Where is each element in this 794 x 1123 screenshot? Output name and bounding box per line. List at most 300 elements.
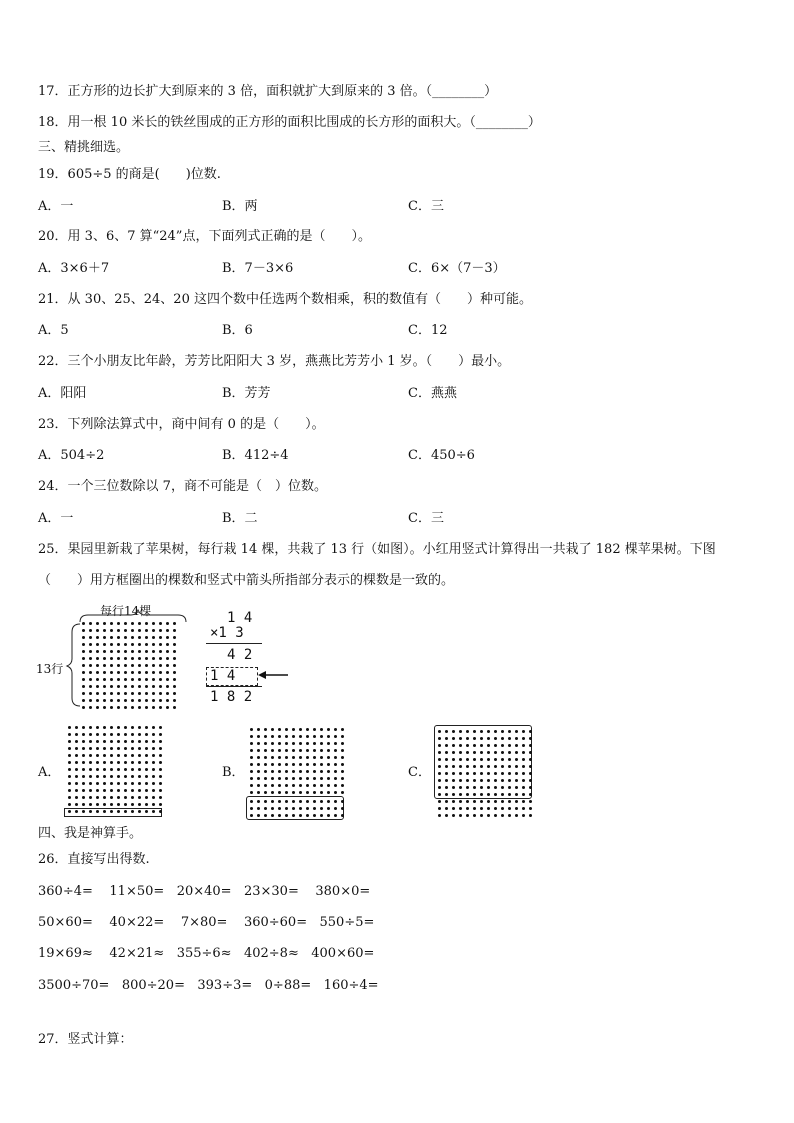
- tree-dot: [96, 678, 99, 681]
- tree-dot: [131, 671, 134, 674]
- q19-option-b: B．两: [222, 199, 258, 214]
- tree-dot: [334, 742, 337, 745]
- tree-dot: [89, 671, 92, 674]
- tree-dot: [341, 749, 344, 752]
- tree-dot: [159, 761, 162, 764]
- tree-dot: [75, 761, 78, 764]
- calc-item: 3500÷70=: [38, 978, 110, 993]
- tree-dot: [285, 742, 288, 745]
- q25-option-a: A．: [38, 765, 61, 780]
- tree-dot: [250, 735, 253, 738]
- tree-dot: [480, 751, 483, 754]
- tree-dot: [82, 768, 85, 771]
- tree-dot: [494, 814, 497, 817]
- calc-item: 40×22=: [109, 915, 165, 930]
- tree-dot: [159, 810, 162, 813]
- tree-dot: [110, 685, 113, 688]
- tree-dot: [334, 749, 337, 752]
- tree-dot: [166, 636, 169, 639]
- tree-dot: [257, 807, 260, 810]
- tree-dot: [285, 791, 288, 794]
- tree-dot: [250, 770, 253, 773]
- tree-dot: [299, 814, 302, 817]
- option-b-boxed-rows: [250, 800, 344, 817]
- tree-dot: [250, 814, 253, 817]
- tree-dot: [173, 706, 176, 709]
- tree-dot: [466, 765, 469, 768]
- tree-dot: [278, 756, 281, 759]
- tree-dot: [173, 685, 176, 688]
- tree-dot: [494, 737, 497, 740]
- tree-dot: [487, 765, 490, 768]
- tree-dot: [89, 810, 92, 813]
- tree-dot: [327, 791, 330, 794]
- tree-dot: [117, 803, 120, 806]
- tree-dot: [152, 768, 155, 771]
- vm-row5: 1 8 2: [210, 689, 253, 705]
- tree-dot: [271, 728, 274, 731]
- tree-dot: [250, 800, 253, 803]
- tree-dot: [327, 749, 330, 752]
- q23-option-c: C．450÷6: [408, 448, 475, 463]
- tree-dot: [508, 744, 511, 747]
- tree-dot: [145, 699, 148, 702]
- tree-dot: [173, 636, 176, 639]
- calc-item: 50×60=: [38, 915, 93, 930]
- tree-dot: [124, 740, 127, 743]
- tree-dot: [459, 779, 462, 782]
- tree-dot: [117, 664, 120, 667]
- tree-dot: [159, 768, 162, 771]
- tree-dot: [131, 789, 134, 792]
- tree-dot: [438, 779, 441, 782]
- tree-dot: [131, 643, 134, 646]
- tree-dot: [466, 737, 469, 740]
- tree-dot: [110, 789, 113, 792]
- tree-dot: [487, 751, 490, 754]
- tree-dot: [110, 796, 113, 799]
- tree-dot: [292, 777, 295, 780]
- tree-dot: [96, 629, 99, 632]
- tree-dot: [138, 740, 141, 743]
- tree-dot: [103, 754, 106, 757]
- tree-dot: [68, 789, 71, 792]
- tree-dot: [110, 671, 113, 674]
- tree-dot: [501, 758, 504, 761]
- calc-item: 11×50=: [109, 884, 165, 899]
- tree-dot: [452, 765, 455, 768]
- tree-dot: [529, 758, 532, 761]
- tree-dot: [89, 740, 92, 743]
- tree-dot: [257, 763, 260, 766]
- tree-dot: [68, 803, 71, 806]
- tree-dot: [166, 622, 169, 625]
- tree-dot: [110, 699, 113, 702]
- tree-dot: [313, 807, 316, 810]
- tree-dot: [257, 728, 260, 731]
- tree-dot: [159, 754, 162, 757]
- tree-dot: [138, 678, 141, 681]
- tree-dot: [117, 657, 120, 660]
- option-a-figure: [62, 722, 162, 822]
- tree-dot: [152, 810, 155, 813]
- tree-dot: [459, 758, 462, 761]
- tree-dot: [145, 754, 148, 757]
- tree-dot: [117, 671, 120, 674]
- calc-item: 550÷5=: [319, 915, 375, 930]
- tree-dot: [501, 786, 504, 789]
- tree-dot: [334, 807, 337, 810]
- tree-dot: [522, 758, 525, 761]
- tree-dot: [96, 754, 99, 757]
- tree-dot: [75, 789, 78, 792]
- tree-dot: [103, 636, 106, 639]
- tree-dot: [89, 643, 92, 646]
- tree-dot: [110, 740, 113, 743]
- tree-dot: [515, 744, 518, 747]
- tree-dot: [508, 800, 511, 803]
- vm-line2: [206, 686, 262, 687]
- tree-dot: [341, 763, 344, 766]
- tree-dot: [529, 800, 532, 803]
- tree-dot: [445, 814, 448, 817]
- tree-dot: [445, 744, 448, 747]
- tree-dot: [285, 735, 288, 738]
- tree-dot: [466, 772, 469, 775]
- tree-dot: [138, 747, 141, 750]
- tree-dot: [138, 733, 141, 736]
- tree-dot: [68, 782, 71, 785]
- tree-dot: [487, 800, 490, 803]
- tree-dot: [257, 749, 260, 752]
- tree-dot: [327, 742, 330, 745]
- tree-dot: [103, 692, 106, 695]
- tree-dot: [82, 733, 85, 736]
- q19-option-c: C．三: [408, 199, 444, 214]
- tree-dot: [292, 814, 295, 817]
- tree-dot: [117, 768, 120, 771]
- tree-dot: [257, 735, 260, 738]
- tree-dot: [131, 754, 134, 757]
- tree-dot: [306, 756, 309, 759]
- q20-option-a: A．3×6＋7: [38, 261, 110, 276]
- tree-dot: [96, 789, 99, 792]
- tree-dot: [75, 803, 78, 806]
- tree-dot: [131, 650, 134, 653]
- tree-dot: [124, 761, 127, 764]
- tree-dot: [138, 768, 141, 771]
- tree-dot: [285, 807, 288, 810]
- calc-item: 393÷3=: [197, 978, 253, 993]
- tree-dot: [159, 803, 162, 806]
- tree-dot: [327, 784, 330, 787]
- tree-dot: [89, 706, 92, 709]
- tree-dot: [68, 768, 71, 771]
- tree-dot: [334, 763, 337, 766]
- tree-dot: [285, 770, 288, 773]
- tree-dot: [313, 749, 316, 752]
- tree-dot: [480, 737, 483, 740]
- tree-dot: [103, 643, 106, 646]
- tree-dot: [522, 786, 525, 789]
- tree-dot: [124, 643, 127, 646]
- tree-dot: [299, 735, 302, 738]
- tree-dot: [117, 685, 120, 688]
- question-26: 26．直接写出得数.: [38, 852, 150, 867]
- tree-dot: [68, 796, 71, 799]
- tree-dot: [131, 692, 134, 695]
- tree-dot: [285, 756, 288, 759]
- tree-dot: [138, 650, 141, 653]
- section-3-heading: 三、精挑细选。: [38, 140, 130, 155]
- tree-dot: [299, 777, 302, 780]
- tree-dot: [292, 791, 295, 794]
- tree-dot: [285, 784, 288, 787]
- tree-dot: [278, 770, 281, 773]
- tree-dot: [459, 800, 462, 803]
- vm-row3: 4 2: [227, 647, 253, 663]
- tree-dot: [257, 770, 260, 773]
- tree-dot: [508, 737, 511, 740]
- tree-dot: [96, 657, 99, 660]
- tree-dot: [508, 807, 511, 810]
- tree-dot: [292, 784, 295, 787]
- tree-dot: [75, 726, 78, 729]
- tree-dot: [292, 749, 295, 752]
- tree-dot: [117, 761, 120, 764]
- tree-dot: [292, 800, 295, 803]
- tree-dot: [173, 657, 176, 660]
- tree-dot: [487, 807, 490, 810]
- tree-dot: [264, 814, 267, 817]
- tree-dot: [473, 786, 476, 789]
- tree-dot: [334, 735, 337, 738]
- tree-dot: [82, 671, 85, 674]
- tree-dot: [459, 730, 462, 733]
- tree-dot: [334, 756, 337, 759]
- tree-dot: [515, 807, 518, 810]
- tree-dot: [278, 814, 281, 817]
- question-19: 19．605÷5 的商是( )位数.: [38, 167, 221, 182]
- tree-dot: [264, 807, 267, 810]
- tree-dot: [327, 777, 330, 780]
- tree-dot: [341, 770, 344, 773]
- tree-dot: [96, 775, 99, 778]
- tree-dot: [159, 671, 162, 674]
- tree-dot: [452, 737, 455, 740]
- tree-dot: [278, 735, 281, 738]
- tree-dot: [103, 789, 106, 792]
- tree-dot: [487, 730, 490, 733]
- tree-dot: [75, 740, 78, 743]
- tree-dot: [522, 744, 525, 747]
- option-b-figure: [244, 726, 348, 822]
- question-25-line1: 25．果园里新栽了苹果树，每行栽 14 棵，共栽了 13 行（如图）。小红用竖式计算得出一共栽了 182 棵苹果树。下图: [38, 542, 716, 557]
- option-b-dot-grid: [250, 728, 344, 794]
- tree-dot: [110, 726, 113, 729]
- tree-dot: [117, 810, 120, 813]
- tree-dot: [480, 807, 483, 810]
- tree-dot: [299, 756, 302, 759]
- tree-dot: [320, 756, 323, 759]
- tree-dot: [257, 814, 260, 817]
- tree-dot: [487, 779, 490, 782]
- tree-dot: [306, 800, 309, 803]
- tree-dot: [487, 772, 490, 775]
- tree-dot: [145, 636, 148, 639]
- tree-dot: [110, 664, 113, 667]
- tree-dot: [438, 751, 441, 754]
- option-c-figure: [432, 722, 536, 822]
- tree-dot: [466, 758, 469, 761]
- tree-dot: [159, 650, 162, 653]
- tree-dot: [341, 728, 344, 731]
- tree-dot: [110, 747, 113, 750]
- tree-dot: [501, 793, 504, 796]
- tree-dot: [257, 756, 260, 759]
- tree-dot: [117, 782, 120, 785]
- tree-dot: [334, 814, 337, 817]
- tree-dot: [124, 810, 127, 813]
- tree-dot: [445, 772, 448, 775]
- tree-dot: [445, 758, 448, 761]
- tree-dot: [103, 629, 106, 632]
- tree-dot: [529, 814, 532, 817]
- tree-dot: [124, 671, 127, 674]
- tree-dot: [89, 692, 92, 695]
- q22-option-c: C．燕燕: [408, 386, 457, 401]
- tree-dot: [75, 810, 78, 813]
- tree-dot: [152, 671, 155, 674]
- tree-dot: [466, 814, 469, 817]
- tree-dot: [494, 772, 497, 775]
- tree-dot: [82, 706, 85, 709]
- tree-dot: [285, 728, 288, 731]
- tree-dot: [138, 775, 141, 778]
- tree-dot: [131, 803, 134, 806]
- tree-dot: [75, 747, 78, 750]
- tree-dot: [257, 777, 260, 780]
- tree-dot: [82, 803, 85, 806]
- tree-dot: [466, 800, 469, 803]
- tree-dot: [466, 807, 469, 810]
- tree-dot: [285, 763, 288, 766]
- tree-dot: [159, 622, 162, 625]
- tree-dot: [96, 685, 99, 688]
- tree-dot: [452, 814, 455, 817]
- tree-dot: [522, 737, 525, 740]
- q20-option-b: B．7－3×6: [222, 261, 294, 276]
- tree-dot: [145, 782, 148, 785]
- tree-dot: [327, 770, 330, 773]
- vm-row2: ×1 3: [210, 625, 244, 641]
- tree-dot: [452, 751, 455, 754]
- tree-dot: [466, 793, 469, 796]
- tree-dot: [271, 756, 274, 759]
- tree-dot: [124, 754, 127, 757]
- tree-dot: [82, 692, 85, 695]
- tree-dot: [494, 751, 497, 754]
- tree-dot: [306, 742, 309, 745]
- tree-dot: [445, 793, 448, 796]
- tree-dot: [299, 807, 302, 810]
- tree-dot: [124, 706, 127, 709]
- option-c-boxed-rows: [438, 730, 532, 796]
- tree-dot: [445, 730, 448, 733]
- tree-dot: [480, 786, 483, 789]
- calc-row: [38, 915, 374, 931]
- tree-dot: [96, 726, 99, 729]
- tree-dot: [515, 779, 518, 782]
- tree-dot: [117, 643, 120, 646]
- question-21: 21．从 30、25、24、20 这四个数中任选两个数相乘，积的数值有（ ）种可能。: [38, 292, 532, 307]
- tree-dot: [306, 777, 309, 780]
- tree-dot: [487, 758, 490, 761]
- calc-item: 360÷60=: [243, 915, 308, 930]
- tree-dot: [117, 754, 120, 757]
- tree-dot: [313, 728, 316, 731]
- tree-dot: [96, 664, 99, 667]
- tree-dot: [473, 807, 476, 810]
- tree-dot: [522, 793, 525, 796]
- tree-dot: [124, 775, 127, 778]
- tree-dot: [320, 807, 323, 810]
- tree-dot: [459, 814, 462, 817]
- tree-dot: [117, 636, 120, 639]
- tree-dot: [124, 629, 127, 632]
- tree-dot: [250, 728, 253, 731]
- tree-dot: [522, 730, 525, 733]
- tree-dot: [145, 768, 148, 771]
- vm-line1: [206, 643, 262, 644]
- tree-dot: [124, 622, 127, 625]
- tree-dot: [152, 761, 155, 764]
- tree-dot: [166, 685, 169, 688]
- tree-dot: [103, 685, 106, 688]
- tree-dot: [459, 751, 462, 754]
- tree-dot: [473, 814, 476, 817]
- tree-dot: [313, 777, 316, 780]
- tree-dot: [445, 737, 448, 740]
- tree-dot: [299, 800, 302, 803]
- tree-dot: [117, 678, 120, 681]
- tree-dot: [82, 796, 85, 799]
- calc-item: 400×60=: [311, 946, 375, 961]
- tree-dot: [438, 744, 441, 747]
- tree-dot: [110, 768, 113, 771]
- tree-dot: [138, 622, 141, 625]
- tree-dot: [271, 735, 274, 738]
- q24-option-c: C．三: [408, 511, 444, 526]
- tree-dot: [138, 664, 141, 667]
- tree-dot: [89, 775, 92, 778]
- tree-dot: [110, 629, 113, 632]
- tree-dot: [522, 765, 525, 768]
- tree-dot: [159, 706, 162, 709]
- tree-dot: [173, 678, 176, 681]
- tree-dot: [103, 782, 106, 785]
- tree-dot: [103, 671, 106, 674]
- tree-dot: [459, 786, 462, 789]
- calc-item: 0÷88=: [264, 978, 312, 993]
- tree-dot: [522, 807, 525, 810]
- tree-dot: [466, 786, 469, 789]
- tree-dot: [131, 810, 134, 813]
- tree-dot: [306, 749, 309, 752]
- tree-dot: [292, 807, 295, 810]
- tree-dot: [508, 793, 511, 796]
- tree-dot: [131, 733, 134, 736]
